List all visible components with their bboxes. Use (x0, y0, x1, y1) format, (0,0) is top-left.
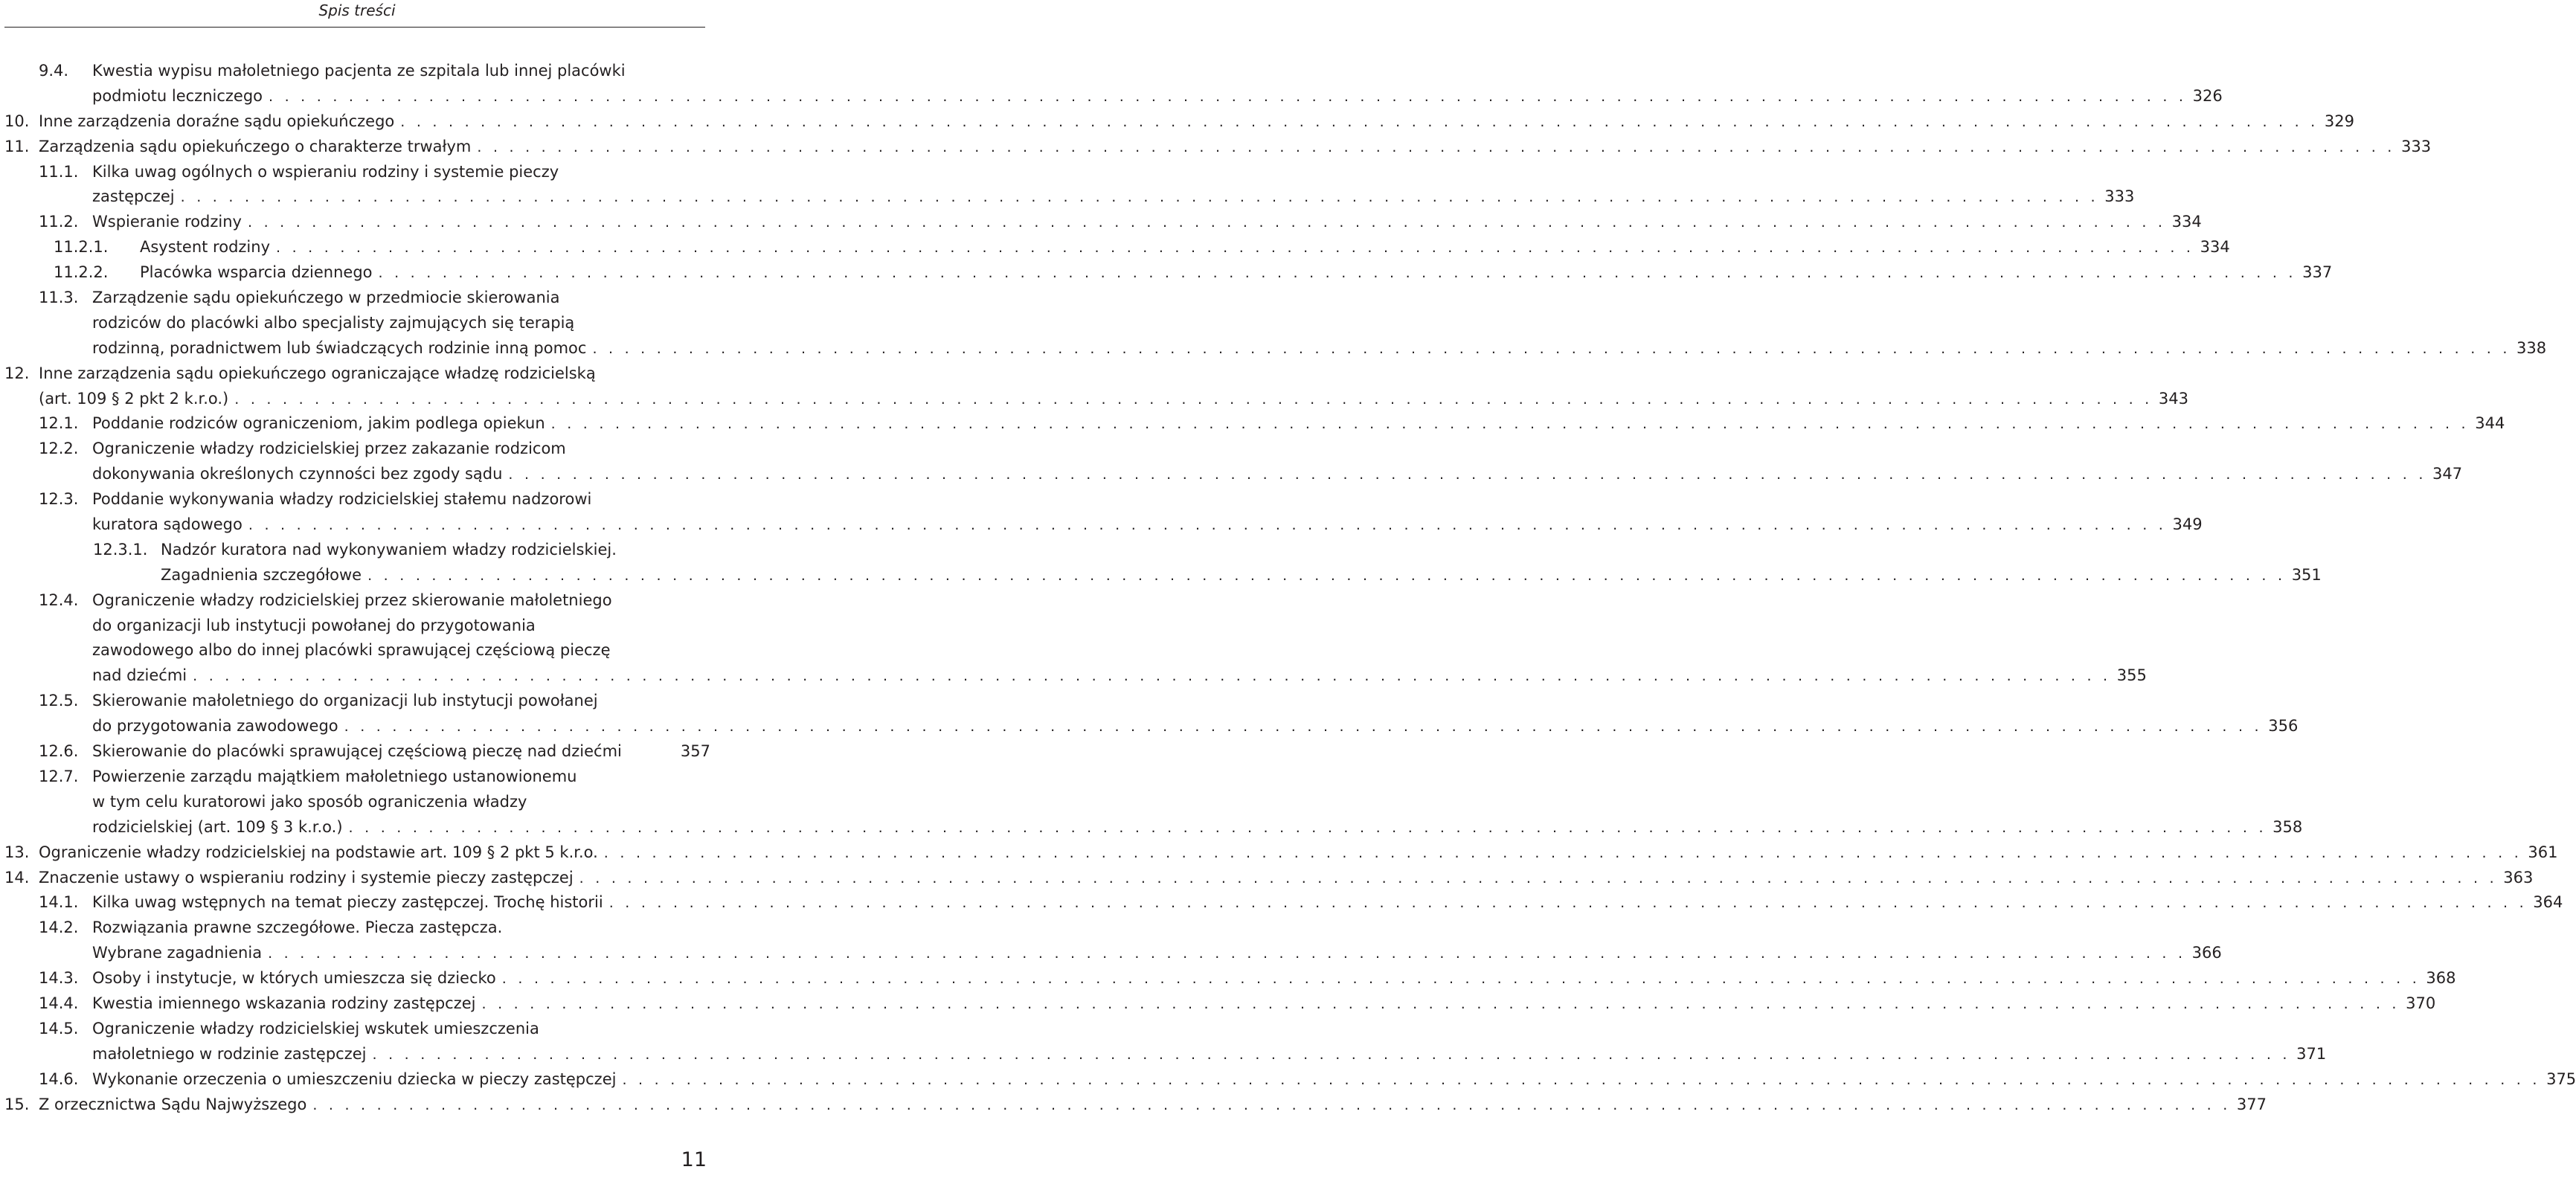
toc-entry-text: podmiotu leczniczego (92, 86, 263, 105)
toc-line (0, 210, 2202, 235)
dot-leader: . . . . . . . . . . . . . . . . . . . . . . . . . . . . . . . . . . . . . . . . . . . . . . . . . . . . . . . . . . . . . . . . . . . . . . . . . . . . . . . . . . . . . . . . . . . . . . . . . . . . . . . . . . . . . . . . . . . . . . . . (550, 416, 2470, 433)
toc-entry-number: 11. (4, 137, 30, 155)
toc-entry-number: 12.3.1. (93, 540, 148, 559)
toc-page-number: 347 (2432, 465, 2463, 483)
toc-entry-text: do organizacji lub instytucji powołanej do przygotowania (92, 616, 536, 634)
toc-entry-text: Osoby i instytucje, w których umieszcza się dziecko (92, 969, 496, 988)
toc-line (0, 663, 2147, 689)
toc-line (0, 614, 710, 639)
toc-entry-row (140, 260, 2333, 286)
toc-entry (0, 109, 2354, 135)
toc-line (0, 184, 2135, 210)
toc-entry-text: Asystent rodziny (140, 238, 270, 257)
toc-line (0, 361, 710, 387)
toc-entry-text: Nadzór kuratora nad wykonywaniem władzy rodzicielskiej. (161, 540, 617, 559)
dot-leader: . . . . . . . . . . . . . . . . . . . . . . . . . . . . . . . . . . . . . . . . . . . . . . . . . . . . . . . . . . . . . . . . . . . . . . . . . . . . . . . . . . . . . . . . . . . . . . . . . . . . . . . . . . . . . . . . . . . . . . . . (367, 567, 2286, 584)
dot-leader: . . . . . . . . . . . . . . . . . . . . . . . . . . . . . . . . . . . . . . . . . . . . . . . . . . . . . . . . . . . . . . . . . . . . . . . . . . . . . . . . . . . . . . . . . . . . . . . . . . . . . . . . . . . . . . . . . . . . . . . . (180, 189, 2099, 206)
toc-page-number: 338 (2516, 338, 2547, 357)
toc-entry-text: Ograniczenie władzy rodzicielskiej wskutek umieszczenia (92, 1019, 539, 1037)
toc-entry-row (39, 135, 2432, 161)
toc-page-number: 355 (2116, 666, 2147, 685)
dot-leader: . . . . . . . . . . . . . . . . . . . . . . . . . . . . . . . . . . . . . . . . . . . . . . . . . . . . . . . . . . . . . . . . . . . . . . . . . . . . . . . . . . . . . . . . . . . . . . . . . . . . . . . . . . . . . . . . . . . . . . . . (234, 390, 2153, 408)
toc-entry-number: 12.2. (39, 440, 79, 458)
toc-line (0, 437, 710, 462)
toc-entry-text: Wspieranie rodziny (92, 213, 242, 231)
toc-entry-text: nad dziećmi (92, 666, 187, 685)
toc-entry (0, 866, 2534, 891)
toc-page-number: 377 (2236, 1095, 2267, 1113)
toc-entry-number: 14.6. (39, 1069, 79, 1088)
toc-entry-row (92, 941, 2222, 967)
toc-entry-number: 13. (4, 843, 30, 861)
toc-entry-number: 11.2.1. (54, 238, 109, 257)
toc-entry-text: Poddanie wykonywania władzy rodzicielskiej stałemu nadzorowi (92, 490, 592, 509)
toc-entry-text: rodzicielskiej (art. 109 § 3 k.r.o.) (92, 817, 343, 836)
toc-entry-text: Kwestia imiennego wskazania rodziny zastępczej (92, 994, 476, 1012)
dot-leader: . . . . . . . . . . . . . . . . . . . . . . . . . . . . . . . . . . . . . . . . . . . . . . . . . . . . . . . . . . . . . . . . . . . . . . . . . . . . . . . . . . . . . . . . . . . . . . . . . . . . . . . . . . . . . . . . . . . . . . . . (481, 995, 2400, 1012)
toc-line (0, 765, 710, 790)
toc-entry-row (92, 739, 710, 765)
dot-leader: . . . . . . . . . . . . . . . . . . . . . . . . . . . . . . . . . . . . . . . . . . . . . . . . . . . . . . . . . . . . . . . . . . . . . . . . . . . . . . . . . . . . . . . . . . . . . . . . . . . . . . . . . . . . . . . . . . . . . . . . (603, 844, 2522, 861)
toc-page-number: 364 (2533, 893, 2563, 912)
toc-entry-number: 11.1. (39, 162, 79, 181)
dot-leader: . . . . . . . . . . . . . . . . . . . . . . . . . . . . . . . . . . . . . . . . . . . . . . . . . . . . . . . . . . . . . . . . . . . . . . . . . . . . . . . . . . . . . . . . . . . . . . . . . . . . . . . . . . . . . . . . . . . . . . . . (477, 138, 2396, 155)
dot-leader: . . . . . . . . . . . . . . . . . . . . . . . . . . . . . . . . . . . . . . . . . . . . . . . . . . . . . . . . . . . . . . . . . . . . . . . . . . . . . . . . . . . . . . . . . . . . . . . . . . . . . . . . . . . . . . . . . . . . . . . . (508, 466, 2427, 483)
toc-entry-row (92, 336, 2547, 362)
toc-page-number: 357 (680, 742, 710, 761)
running-header: Spis treści (318, 1, 396, 19)
toc-entry-row (161, 563, 2322, 589)
toc-entry (0, 1017, 2327, 1067)
toc-entry-number: 12. (4, 364, 30, 382)
toc-entry-text: zastępczej (92, 187, 175, 206)
toc-line (0, 235, 2230, 260)
toc-page-number: 371 (2296, 1044, 2327, 1063)
toc-line (0, 689, 710, 714)
toc-entry (0, 487, 2203, 538)
toc-entry-text: Znaczenie ustawy o wspieraniu rodziny i systemie pieczy zastępczej (39, 868, 574, 887)
toc-entry-row (92, 1067, 2576, 1093)
toc-line (0, 941, 2222, 966)
toc-line (0, 638, 710, 663)
dot-leader: . . . . . . . . . . . . . . . . . . . . . . . . . . . . . . . . . . . . . . . . . . . . . . . . . . . . . . . . . . . . . . . . . . . . . . . . . . . . . . . . . . . . . . . . . . . . . . . . . . . . . . . . . . . . . . . . . . . . . . . . (592, 340, 2511, 357)
dot-leader: . . . . . . . . . . . . . . . . . . . . . . . . . . . . . . . . . . . . . . . . . . . . . . . . . . . . . . . . . . . . . . . . . . . . . . . . . . . . . . . . . . . . . . . . . . . . . . . . . . . . . . . . . . . . . . . . . . . . . . . . (268, 945, 2186, 962)
table-of-contents (0, 59, 2576, 1117)
toc-entry-text: Poddanie rodziców ograniczeniom, jakim podlega opiekun (92, 414, 545, 433)
toc-entry (0, 739, 710, 765)
toc-entry (0, 286, 2547, 361)
toc-entry-text: Zagadnienia szczegółowe (161, 565, 362, 584)
toc-line (0, 916, 710, 941)
toc-line (0, 890, 2563, 916)
toc-page-number: 333 (2400, 137, 2432, 155)
toc-line (0, 739, 710, 765)
dot-leader: . . . . . . . . . . . . . . . . . . . . . . . . . . . . . . . . . . . . . . . . . . . . . . . . . . . . . . . . . . . . . . . . . . . . . . . . . . . . . . . . . . . . . . . . . . . . . . . . . . . . . . . . . . . . . . . . . . . . . . . . (608, 895, 2528, 912)
toc-entry-text: Wybrane zagadnienia (92, 944, 263, 962)
toc-entry-text: Wykonanie orzeczenia o umieszczeniu dziecka w pieczy zastępczej (92, 1069, 617, 1088)
dot-leader: . . . . . . . . . . . . . . . . . . . . . . . . . . . . . . . . . . . . . . . . . . . . . . . . . . . . . . . . . . . . . . . . . . . . . . . . . . . . . . . . . . . . . . . . . . . . . . . . . . . . . . . . . . . . . . . . . . . . . . . . (276, 239, 2194, 257)
toc-entry-number: 14.4. (39, 994, 79, 1012)
toc-entry-text: Kwestia wypisu małoletniego pacjenta ze szpitala lub innej placówki (92, 62, 626, 80)
toc-line (0, 991, 2436, 1017)
toc-line (0, 462, 2463, 487)
toc-entry-text: Ograniczenie władzy rodzicielskiej przez zakazanie rodzicom (92, 440, 566, 458)
toc-page-number: 343 (2158, 389, 2188, 408)
dot-leader: . . . . . . . . . . . . . . . . . . . . . . . . . . . . . . . . . . . . . . . . . . . . . . . . . . . . . . . . . . . . . . . . . . . . . . . . . . . . . . . . . . . . . . . . . . . . . . . . . . . . . . . . . . . . . . . . . . . . . . . . (579, 869, 2498, 887)
toc-entry (0, 840, 2558, 866)
toc-entry-row (92, 512, 2203, 538)
toc-entry-row (92, 714, 2299, 740)
toc-entry (0, 1093, 2267, 1118)
toc-entry-row (92, 411, 2505, 437)
toc-entry-number: 14.3. (39, 969, 79, 988)
toc-entry-text: małoletniego w rodzinie zastępczej (92, 1044, 367, 1063)
toc-entry-text: Kilka uwag ogólnych o wspieraniu rodziny i systemie pieczy (92, 162, 559, 181)
toc-entry-text: kuratora sądowego (92, 515, 242, 534)
toc-entry-text: zawodowego albo do innej placówki sprawującej częściową pieczę (92, 641, 611, 660)
toc-entry-row (92, 890, 2563, 916)
toc-entry-row (92, 210, 2202, 236)
toc-entry-text: Zarządzenia sądu opiekuńczego o charakterze trwałym (39, 137, 472, 155)
dot-leader: . . . . . . . . . . . . . . . . . . . . . . . . . . . . . . . . . . . . . . . . . . . . . . . . . . . . . . . . . . . . . . . . . . . . . . . . . . . . . . . . . . . . . . . . . . . . . . . . . . . . . . . . . . . . . . . . . . . . . . . . (348, 819, 2267, 836)
toc-entry-text: w tym celu kuratorowi jako sposób ograniczenia władzy (92, 792, 527, 811)
toc-entry-text: rodziców do placówki albo specjalisty zajmujących się terapią (92, 313, 575, 332)
toc-entry-number: 10. (4, 112, 30, 130)
toc-entry (0, 916, 2222, 966)
toc-line (0, 109, 2354, 135)
toc-line (0, 512, 2203, 538)
toc-entry (0, 765, 2303, 840)
header-rule (4, 27, 705, 28)
toc-page-number: 334 (2200, 238, 2230, 257)
toc-entry (0, 160, 2135, 210)
toc-entry-number: 15. (4, 1095, 30, 1113)
toc-entry-text: (art. 109 § 2 pkt 2 k.r.o.) (39, 389, 229, 408)
toc-line (0, 1017, 710, 1042)
toc-line (0, 260, 2333, 286)
toc-entry-row (92, 991, 2436, 1017)
toc-entry-number: 14. (4, 868, 30, 887)
toc-page-number: 337 (2302, 263, 2333, 282)
toc-line (0, 790, 710, 815)
toc-entry-row (39, 109, 2354, 135)
toc-page-number: 363 (2503, 868, 2534, 887)
toc-entry (0, 210, 2202, 235)
toc-page-number: 349 (2172, 515, 2203, 534)
dot-leader: . . . . . . . . . . . . . . . . . . . . . . . . . . . . . . . . . . . . . . . . . . . . . . . . . . . . . . . . . . . . . . . . . . . . . . . . . . . . . . . . . . . . . . . . . . . . . . . . . . . . . . . . . . . . . . . . . . . . . . . . (378, 265, 2297, 282)
toc-entry-row (92, 184, 2135, 210)
toc-page-number: 368 (2426, 969, 2456, 988)
toc-line (0, 59, 710, 84)
toc-entry-number: 11.3. (39, 289, 79, 307)
toc-entry (0, 361, 2188, 412)
toc-entry-text: Inne zarządzenia doraźne sądu opiekuńczego (39, 112, 395, 130)
toc-entry-row (92, 462, 2463, 488)
dot-leader: . . . . . . . . . . . . . . . . . . . . . . . . . . . . . . . . . . . . . . . . . . . . . . . . . . . . . . . . . . . . . . . . . . . . . . . . . . . . . . . . . . . . . . . . . . . . . . . . . . . . . . . . . . . . . . . . . . . . . . . . (193, 668, 2111, 685)
toc-entry-row (92, 1042, 2327, 1068)
toc-entry-row (92, 815, 2303, 841)
toc-line (0, 336, 2547, 361)
dot-leader: . . . . . . . . . . . . . . . . . . . . . . . . . . . . . . . . . . . . . . . . . . . . . . . . . . . . . . . . . . . . . . . . . . . . . . . . . . . . . . . . . . . . . . . . . . . . . . . . . . . . . . . . . . . . . . . . . . . . . . . . (372, 1046, 2291, 1063)
dot-leader: . . . . . . . . . . . . . . . . . . . . . . . . . . . . . . . . . . . . . . . . . . . . . . . . . . . . . . . . . . . . . . . . . . . . . . . . . . . . . . . . . . . . . . . . . . . . . . . . . . . . . . . . . . . . . . . . . . . . . . . . (269, 88, 2187, 105)
toc-entry-row (39, 1093, 2267, 1119)
toc-entry (0, 59, 2223, 109)
toc-entry-number: 11.2. (39, 213, 79, 231)
toc-page-number: 326 (2192, 86, 2223, 105)
toc-entry-text: Skierowanie małoletniego do organizacji lub instytucji powołanej (92, 692, 598, 710)
toc-entry-row (39, 387, 2188, 413)
toc-entry-text: Zarządzenie sądu opiekuńczego w przedmiocie skierowania (92, 289, 560, 307)
toc-line (0, 1042, 2327, 1067)
toc-entry-text: Ograniczenie władzy rodzicielskiej na podstawie art. 109 § 2 pkt 5 k.r.o. (39, 843, 598, 861)
toc-page-number: 356 (2268, 717, 2299, 736)
toc-entry-text: dokonywania określonych czynności bez zgody sądu (92, 465, 503, 483)
toc-entry-text: Kilka uwag wstępnych na temat pieczy zastępczej. Trochę historii (92, 893, 603, 912)
toc-entry-number: 12.7. (39, 767, 79, 785)
toc-entry-number: 11.2.2. (54, 263, 109, 282)
toc-entry (0, 260, 2333, 286)
toc-entry (0, 411, 2505, 437)
toc-entry-row (140, 235, 2230, 261)
toc-line (0, 160, 710, 185)
dot-leader: . . . . . . . . . . . . . . . . . . . . . . . . . . . . . . . . . . . . . . . . . . . . . . . . . . . . . . . . . . . . . . . . . . . . . . . . . . . . . . . . . . . . . . . . . . . . . . . . . . . . . . . . . . . . . . . . . . . . . . . . (247, 214, 2166, 231)
toc-entry (0, 588, 2147, 689)
toc-entry (0, 135, 2432, 160)
toc-page-number: 375 (2546, 1069, 2576, 1088)
toc-page-number: 344 (2475, 414, 2505, 433)
toc-line (0, 588, 710, 614)
toc-entry-row (92, 663, 2147, 689)
toc-entry-number: 12.5. (39, 692, 79, 710)
toc-entry-number: 14.5. (39, 1019, 79, 1037)
toc-line (0, 1093, 2267, 1118)
toc-entry (0, 966, 2456, 991)
page-number: 11 (681, 1148, 707, 1171)
toc-line (0, 563, 2322, 588)
toc-page-number: 333 (2104, 187, 2135, 206)
toc-entry-text: Ograniczenie władzy rodzicielskiej przez skierowanie małoletniego (92, 591, 612, 609)
toc-entry-number: 14.2. (39, 918, 79, 937)
toc-entry-number: 12.1. (39, 414, 79, 433)
toc-entry-text: Skierowanie do placówki sprawującej częściową pieczę nad dziećmi (92, 742, 622, 761)
toc-line (0, 538, 710, 563)
toc-line (0, 311, 710, 336)
toc-entry (0, 1067, 2576, 1093)
toc-entry-row (39, 866, 2534, 892)
toc-line (0, 487, 710, 512)
toc-entry-number: 12.6. (39, 742, 79, 761)
toc-page-number: 361 (2528, 843, 2558, 861)
toc-entry (0, 689, 2299, 739)
toc-entry (0, 890, 2563, 916)
toc-line (0, 714, 2299, 739)
toc-entry-row (92, 84, 2223, 110)
toc-line (0, 966, 2456, 991)
toc-entry-number: 14.1. (39, 893, 79, 912)
toc-entry-text: Inne zarządzenia sądu opiekuńczego ograniczające władzę rodzicielską (39, 364, 596, 382)
toc-entry-number: 12.3. (39, 490, 79, 509)
toc-line (0, 387, 2188, 412)
toc-entry-number: 9.4. (39, 62, 69, 80)
toc-line (0, 815, 2303, 840)
toc-entry (0, 437, 2463, 487)
toc-entry-text: do przygotowania zawodowego (92, 717, 338, 736)
dot-leader: . . . . . . . . . . . . . . . . . . . . . . . . . . . . . . . . . . . . . . . . . . . . . . . . . . . . . . . . . . . . . . . . . . . . . . . . . . . . . . . . . . . . . . . . . . . . . . . . . . . . . . . . . . . . . . . . . . . . . . . . (344, 718, 2263, 736)
toc-entry-number: 12.4. (39, 591, 79, 609)
toc-entry-text: Z orzecznictwa Sądu Najwyższego (39, 1095, 307, 1113)
toc-line (0, 1067, 2576, 1093)
toc-line (0, 866, 2534, 891)
toc-entry (0, 991, 2436, 1017)
toc-page-number: 358 (2273, 817, 2303, 836)
toc-page-number: 351 (2291, 565, 2322, 584)
toc-page-number: 370 (2406, 994, 2436, 1012)
dot-leader: . . . . . . . . . . . . . . . . . . . . . . . . . . . . . . . . . . . . . . . . . . . . . . . . . . . . . . . . . . . . . . . . . . . . . . . . . . . . . . . . . . . . . . . . . . . . . . . . . . . . . . . . . . . . . . . . . . . . . . . . (312, 1096, 2232, 1113)
dot-leader: . . . . . . . . . . . . . . . . . . . . . . . . . . . . . . . . . . . . . . . . . . . . . . . . . . . . . . . . . . . . . . . . . . . . . . . . . . . . . . . . . . . . . . . . . . . . . . . . . . . . . . . . . . . . . . . . . . . . . . . . (622, 1071, 2541, 1088)
toc-entry-text: Powierzenie zarządu majątkiem małoletniego ustanowionemu (92, 767, 577, 785)
toc-entry-text: Placówka wsparcia dziennego (140, 263, 373, 282)
toc-line (0, 135, 2432, 160)
toc-entry-row (92, 966, 2456, 992)
toc-page-number: 334 (2171, 213, 2202, 231)
toc-line (0, 286, 710, 311)
dot-leader: . . . . . . . . . . . . . . . . . . . . . . . . . . . . . . . . . . . . . . . . . . . . . . . . . . . . . . . . . . . . . . . . . . . . . . . . . . . . . . . . . . . . . . . . . . . . . . . . . . . . . . . . . . . . . . . . . . . . . . . . (400, 113, 2319, 130)
toc-page-number: 366 (2191, 944, 2222, 962)
toc-entry-text: Rozwiązania prawne szczegółowe. Piecza zastępcza. (92, 918, 503, 937)
toc-line (0, 84, 2223, 109)
toc-entry-text: rodzinną, poradnictwem lub świadczących rodzinie inną pomoc (92, 338, 587, 357)
dot-leader: . . . . . . . . . . . . . . . . . . . . . . . . . . . . . . . . . . . . . . . . . . . . . . . . . . . . . . . . . . . . . . . . . . . . . . . . . . . . . . . . . . . . . . . . . . . . . . . . . . . . . . . . . . . . . . . . . . . . . . . . (248, 517, 2167, 534)
toc-entry (0, 538, 2322, 588)
toc-entry-row (39, 840, 2558, 866)
toc-entry (0, 235, 2230, 260)
toc-line (0, 840, 2558, 866)
toc-line (0, 411, 2505, 437)
dot-leader: . . . . . . . . . . . . . . . . . . . . . . . . . . . . . . . . . . . . . . . . . . . . . . . . . . . . . . . . . . . . . . . . . . . . . . . . . . . . . . . . . . . . . . . . . . . . . . . . . . . . . . . . . . . . . . . . . . . . . . . . (501, 971, 2421, 988)
toc-page-number: 329 (2324, 112, 2354, 130)
